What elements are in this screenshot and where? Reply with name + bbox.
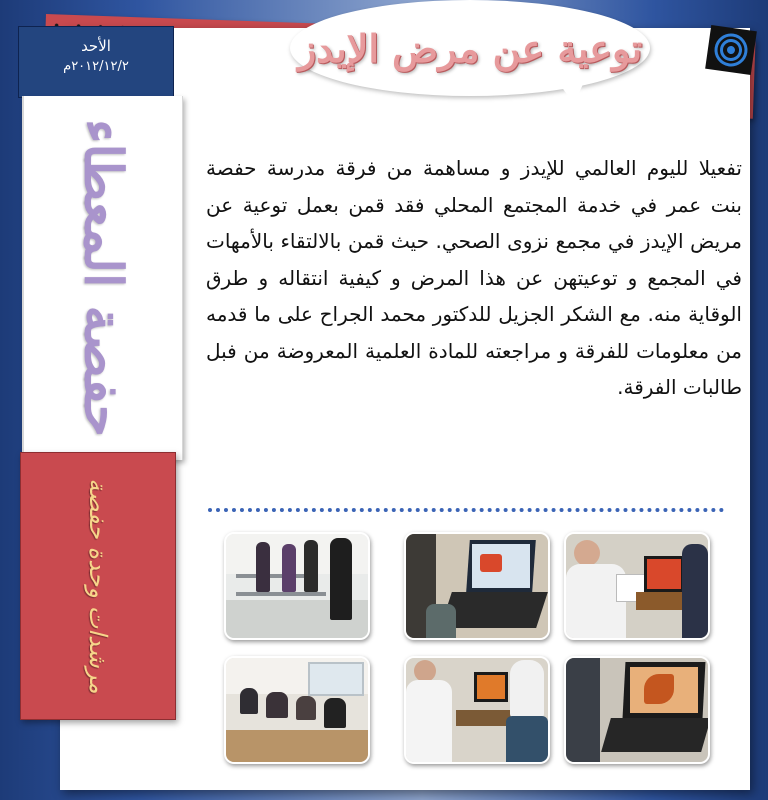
- magazine-name-strip: [22, 96, 183, 460]
- photo-laptop-closeup: [564, 656, 710, 764]
- photo-doctor-laptop: [564, 532, 710, 640]
- photo-audience: [224, 656, 370, 764]
- date-value: ٢٠١٢/١٢/٢م: [63, 59, 129, 74]
- date-box: [18, 26, 174, 98]
- title-bubble: [290, 0, 650, 96]
- section-label: مرشدات وحدة حفصة: [84, 478, 112, 694]
- page-title: توعية عن مرض الإيدز: [297, 25, 643, 71]
- article-body: تفعيلا لليوم العالمي للإيدز و مساهمة من فرقة مدرسة حفصة بنت عمر في خدمة المجتمع المحلي فقد قمن بعمل توعية عن مريض الإيدز في مجمع نزوى الصحي. حيث قمن بالالتقاء بالأمهات في المجمع و توعيتهن عن هذا المرض و كيفية انتقاله و طرق الوقاية منه. مع الشكر الجزيل للدكتور محمد الجراح على ما قدمه من معلومات للفرقة و مراجعته للمادة العلمية المعروضة من فبل طالبات الفرقة.: [206, 156, 742, 399]
- dotted-divider: [208, 508, 724, 512]
- photo-laptop-presentation: [404, 532, 550, 640]
- photo-doctor-explaining: [404, 656, 550, 764]
- magazine-name: حفصة المعطاء: [72, 119, 134, 437]
- date-day: الأحد: [81, 37, 111, 55]
- section-strip: [20, 452, 176, 720]
- photo-hallway: [224, 532, 370, 640]
- target-icon: [705, 25, 757, 75]
